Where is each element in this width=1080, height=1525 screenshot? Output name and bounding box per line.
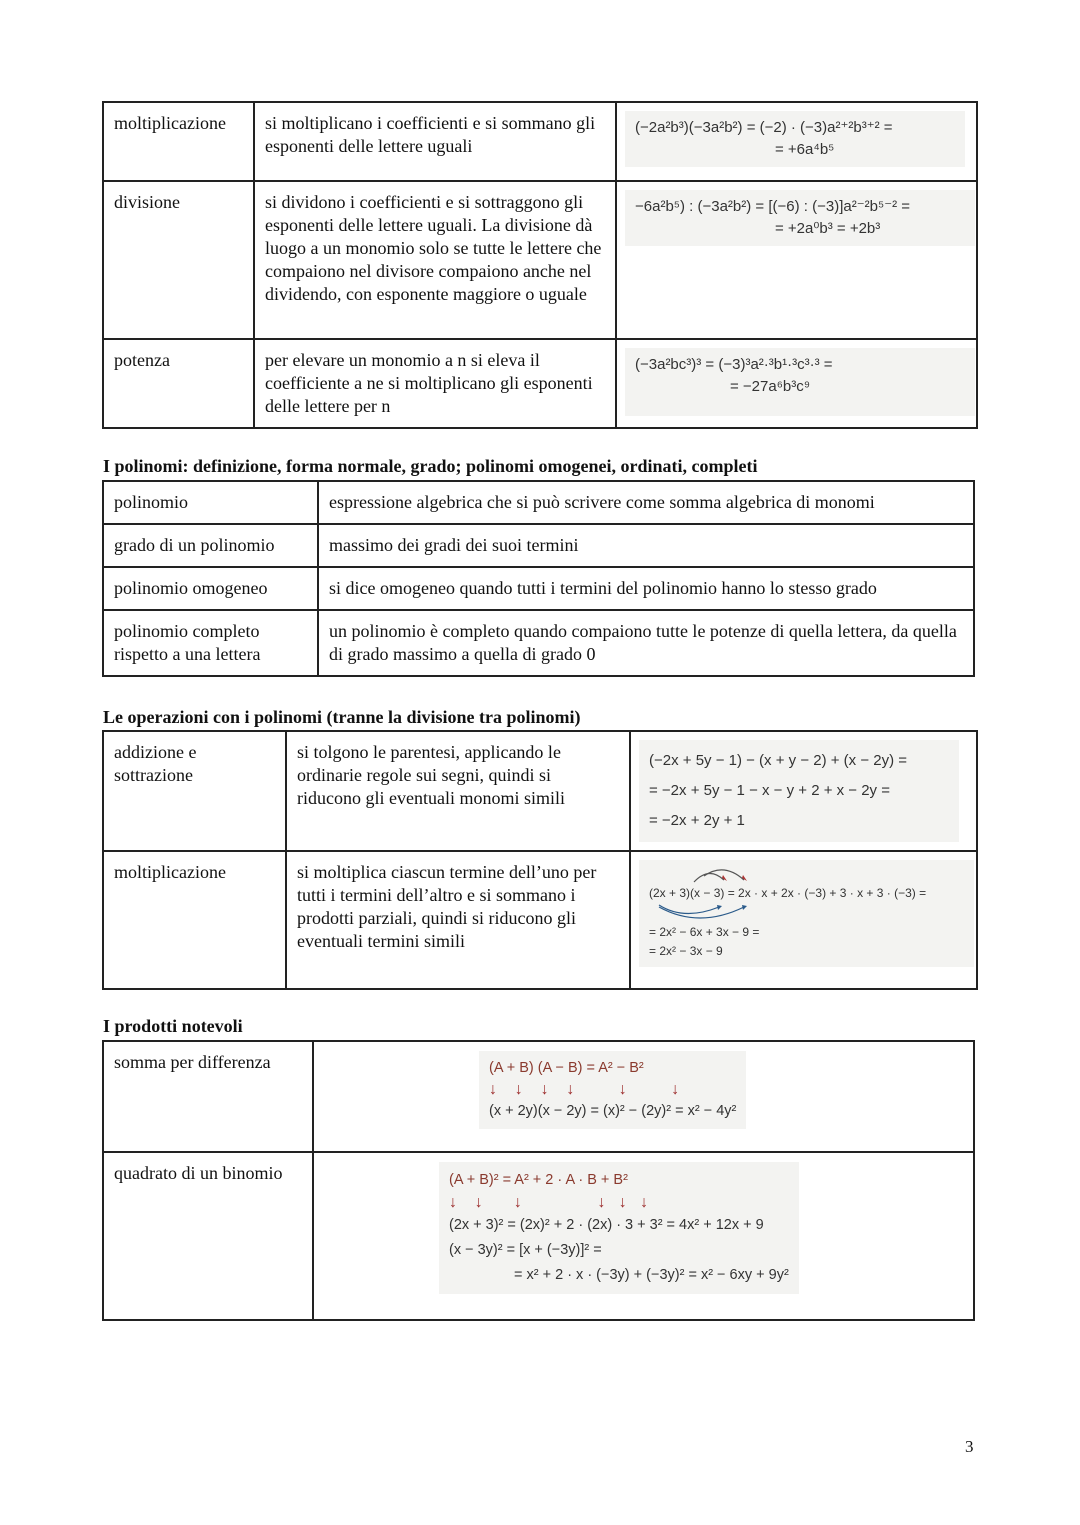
term-cell: quadrato di un binomio [103,1152,313,1320]
math-line: (x − 3y)² = [x + (−3y)]² = [449,1242,602,1258]
prodotti-notevoli-table [102,1040,975,1321]
example-cell [630,731,977,851]
math-line: (2x + 3)² = (2x)² + 2 · (2x) · 3 + 3² = 4x² + 12x + 9 [449,1217,764,1233]
math-line: (−3a²bc³)³ = (−3)³a²·³b¹·³c³·³ = [635,356,833,373]
math-example [439,1162,799,1294]
table-row [103,181,977,339]
term-cell: addizione e sottrazione [103,731,286,851]
term-cell: polinomio [103,481,318,524]
math-line: = −2x + 2y + 1 [649,812,745,829]
term-cell: divisione [103,181,254,339]
math-line: (x + 2y)(x − 2y) = (x)² − (2y)² = x² − 4y² [489,1103,737,1119]
distribution-arrows-bottom-icon [649,903,769,923]
math-line: = x² + 2 · x · (−3y) + (−3y)² = x² − 6xy + 9y² [514,1267,789,1283]
term-cell: potenza [103,339,254,428]
term-cell: polinomio completo rispetto a una lettera [103,610,318,676]
math-line: (−2x + 5y − 1) − (x + y − 2) + (x − 2y) = [649,752,908,769]
table-row [103,610,974,676]
description-cell: si dice omogeneo quando tutti i termini del polinomio hanno lo stesso grado [318,567,974,610]
math-line: = +2a⁰b³ = +2b³ [775,220,881,237]
math-example [639,860,974,967]
math-line: = −27a⁶b³c⁹ [730,378,811,395]
math-example [625,348,975,416]
description-cell: massimo dei gradi dei suoi termini [318,524,974,567]
mapping-arrows-icon: ↓ ↓ ↓ ↓ ↓ ↓ [449,1194,649,1211]
math-example [479,1051,746,1129]
formula-line: (A + B)² = A² + 2 · A · B + B² [449,1172,628,1188]
math-example [625,111,965,167]
math-line: (−2a²b³)(−3a²b²) = (−2) · (−3)a²⁺²b³⁺² = [635,119,893,136]
term-cell: moltiplicazione [103,851,286,989]
table-row [103,851,977,989]
table-row [103,1152,974,1320]
math-line: (2x + 3)(x − 3) = 2x · x + 2x · (−3) + 3 · x + 3 · (−3) = [649,886,927,900]
section-heading-polinomi: I polinomi: definizione, forma normale, grado; polinomi omogenei, ordinati, completi [103,456,758,476]
math-line: = 2x² − 3x − 9 [649,944,723,958]
table-row [103,339,977,428]
polinomi-definitions-table [102,480,975,677]
description-cell: si moltiplicano i coefficienti e si sommano gli esponenti delle lettere uguali [254,102,616,181]
term-cell: moltiplicazione [103,102,254,181]
distribution-arrows-top-icon [649,866,769,884]
math-line: = +6a⁴b⁵ [775,141,835,158]
example-cell [313,1041,974,1152]
math-line: −6a²b⁵) : (−3a²b²) = [(−6) : (−3)]a²⁻²b⁵⁻² = [635,198,911,215]
polinomi-operations-table [102,730,978,990]
section-heading-operazioni: Le operazioni con i polinomi (tranne la divisione tra polinomi) [103,707,581,727]
section-heading-prodotti: I prodotti notevoli [103,1016,243,1036]
math-line: = 2x² − 6x + 3x − 9 = [649,925,760,939]
description-cell: espressione algebrica che si può scrivere come somma algebrica di monomi [318,481,974,524]
example-cell [313,1152,974,1320]
table-row [103,524,974,567]
formula-line: (A + B) (A − B) = A² − B² [489,1060,644,1076]
math-example [639,740,959,842]
example-cell [616,339,977,428]
description-cell: si moltiplica ciascun termine dell’uno per tutti i termini dell’altro e si sommano i prodotti parziali, quindi si riducono gli eventuali termini simili [286,851,630,989]
description-cell: un polinomio è completo quando compaiono tutte le potenze di quella lettera, da quella di grado massimo a quella di grado 0 [318,610,974,676]
example-cell [616,102,977,181]
table-row [103,567,974,610]
term-cell: somma per differenza [103,1041,313,1152]
description-cell: si dividono i coefficienti e si sottraggono gli esponenti delle lettere uguali. La divisione dà luogo a un monomio solo se tutte le lettere che compaiono nel divisore compaiono anche nel dividendo, con esponente maggiore o uguale [254,181,616,339]
term-cell: grado di un polinomio [103,524,318,567]
math-example [625,190,975,246]
monomi-operations-table [102,101,978,429]
example-cell [616,181,977,339]
table-row [103,102,977,181]
example-cell [630,851,977,989]
description-cell: si tolgono le parentesi, applicando le ordinarie regole sui segni, quindi si riducono gli eventuali monomi simili [286,731,630,851]
mapping-arrows-icon: ↓ ↓ ↓ ↓ ↓ ↓ [489,1081,680,1098]
table-row [103,731,977,851]
math-line: = −2x + 5y − 1 − x − y + 2 + x − 2y = [649,782,890,799]
table-row [103,481,974,524]
page-number: 3 [965,1437,974,1456]
term-cell: polinomio omogeneo [103,567,318,610]
description-cell: per elevare un monomio a n si eleva il coefficiente a ne si moltiplicano gli esponenti delle lettere per n [254,339,616,428]
table-row [103,1041,974,1152]
